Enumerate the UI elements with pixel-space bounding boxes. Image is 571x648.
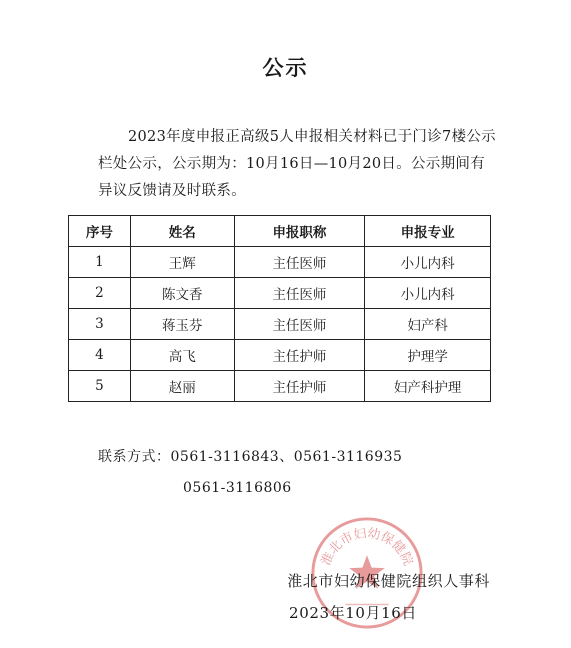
cell-title: 主任护师 xyxy=(234,371,365,402)
contact-line-2: 0561-3116806 xyxy=(183,480,292,496)
cell-title: 主任医师 xyxy=(234,278,365,309)
cell-number: 2 xyxy=(69,278,131,309)
seal-text: 淮北市妇幼保健院 xyxy=(318,526,416,568)
cell-specialty: 小儿内科 xyxy=(365,247,491,278)
cell-number: 5 xyxy=(69,371,131,402)
cell-specialty: 妇产科 xyxy=(365,309,491,340)
contact-phones: 0561-3116843、0561-3116935 xyxy=(170,449,403,465)
table-row xyxy=(69,309,491,340)
header-number: 序号 xyxy=(69,216,131,247)
cell-name: 王辉 xyxy=(130,247,234,278)
contact-line-1 xyxy=(98,446,402,466)
cell-title: 主任护师 xyxy=(234,340,365,371)
cell-specialty: 小儿内科 xyxy=(365,278,491,309)
cell-number: 1 xyxy=(69,247,131,278)
header-name: 姓名 xyxy=(130,216,234,247)
header-title: 申报职称 xyxy=(234,216,365,247)
cell-number: 3 xyxy=(69,309,131,340)
table-row xyxy=(69,371,491,402)
signer-date: 2023年10月16日 xyxy=(289,604,417,622)
cell-specialty: 护理学 xyxy=(365,340,491,371)
cell-name: 高飞 xyxy=(130,340,234,371)
header-specialty: 申报专业 xyxy=(365,216,491,247)
notice-title: 公示 xyxy=(262,56,309,80)
table-header-row xyxy=(69,216,491,247)
cell-name: 陈文香 xyxy=(130,278,234,309)
signer-organization: 淮北市妇幼保健院组织人事科 xyxy=(287,572,490,590)
cell-specialty: 妇产科护理 xyxy=(365,371,491,402)
applicant-table xyxy=(68,215,491,402)
cell-title: 主任医师 xyxy=(234,309,365,340)
table-row xyxy=(69,247,491,278)
cell-number: 4 xyxy=(69,340,131,371)
cell-title: 主任医师 xyxy=(234,247,365,278)
contact-label: 联系方式： xyxy=(98,449,171,465)
table-row xyxy=(69,278,491,309)
cell-name: 蒋玉芬 xyxy=(130,309,234,340)
cell-name: 赵丽 xyxy=(130,371,234,402)
notice-body: 2023年度申报正高级5人申报相关材料已于门诊7楼公示栏处公示，公示期为：10月16日—10月20日。公示期间有异议反馈请及时联系。 xyxy=(98,129,496,199)
table-row xyxy=(69,340,491,371)
